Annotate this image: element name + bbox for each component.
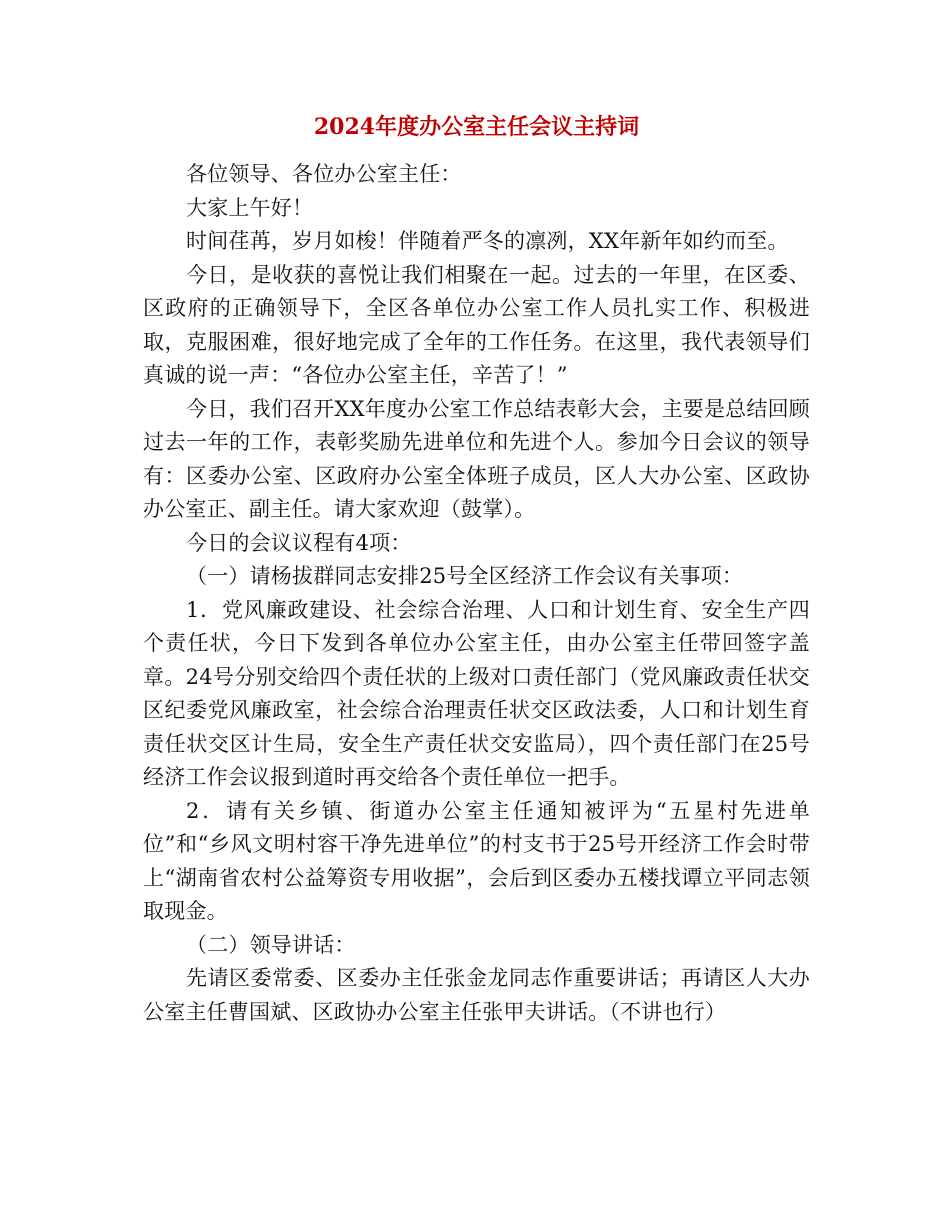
- paragraph-item-one: （一）请杨拔群同志安排25号全区经济工作会议有关事项：: [186, 564, 744, 588]
- paragraph-morning: 大家上午好！: [186, 195, 314, 220]
- paragraph-speeches: 先请区委常委、区委办主任张金龙同志作重要讲话；再请区人大办公室主任曹国斌、区政协办公室主任张甲夫讲话。（不讲也行）: [143, 966, 810, 1024]
- paragraph-meeting-intro: 今日，我们召开XX年度办公室工作总结表彰大会，主要是总结回顾过去一年的工作，表彰奖励先进单位和先进个人。参加今日会议的领导有：区委办公室、区政府办公室全体班子成员，区人大办公室、区政协办公室正、副主任。请大家欢迎（鼓掌）。: [143, 396, 810, 521]
- paragraph-greeting: 各位领导、各位办公室主任：: [186, 162, 462, 186]
- paragraph-item-two: （二）领导讲话：: [186, 932, 356, 957]
- paragraph-opening: 时间荏苒，岁月如梭！伴随着严冬的凛冽，XX年新年如约而至。: [186, 229, 789, 253]
- paragraph-review: 今日，是收获的喜悦让我们相聚在一起。过去的一年里，在区委、区政府的正确领导下，全区各单位办公室工作人员扎实工作、积极进取，克服困难，很好地完成了全年的工作任务。在这里，我代表领导们真诚的说一声：“各位办公室主任，辛苦了！”: [143, 262, 810, 387]
- document-title: 2024年度办公室主任会议主持词: [313, 114, 640, 140]
- paragraph-subitem-1: 1．党风廉政建设、社会综合治理、人口和计划生育、安全生产四个责任状，今日下发到各单位办公室主任，由办公室主任带回签字盖章。24号分别交给四个责任状的上级对口责任部门（党风廉政责任状交区纪委党风廉政室，社会综合治理责任状交区政法委，人口和计划生育责任状交区计生局，安全生产责任状交安监局），四个责任部门在25号经济工作会议报到道时再交给各个责任单位一把手。: [143, 597, 810, 789]
- paragraph-subitem-2: 2．请有关乡镇、街道办公室主任通知被评为“五星村先进单位”和“乡风文明村容干净先进单位”的村支书于25号开经济工作会时带上“湖南省农村公益筹资专用收据”，会后到区委办五楼找谭立平同志领取现金。: [143, 798, 810, 923]
- paragraph-agenda: 今日的会议议程有4项：: [186, 530, 412, 555]
